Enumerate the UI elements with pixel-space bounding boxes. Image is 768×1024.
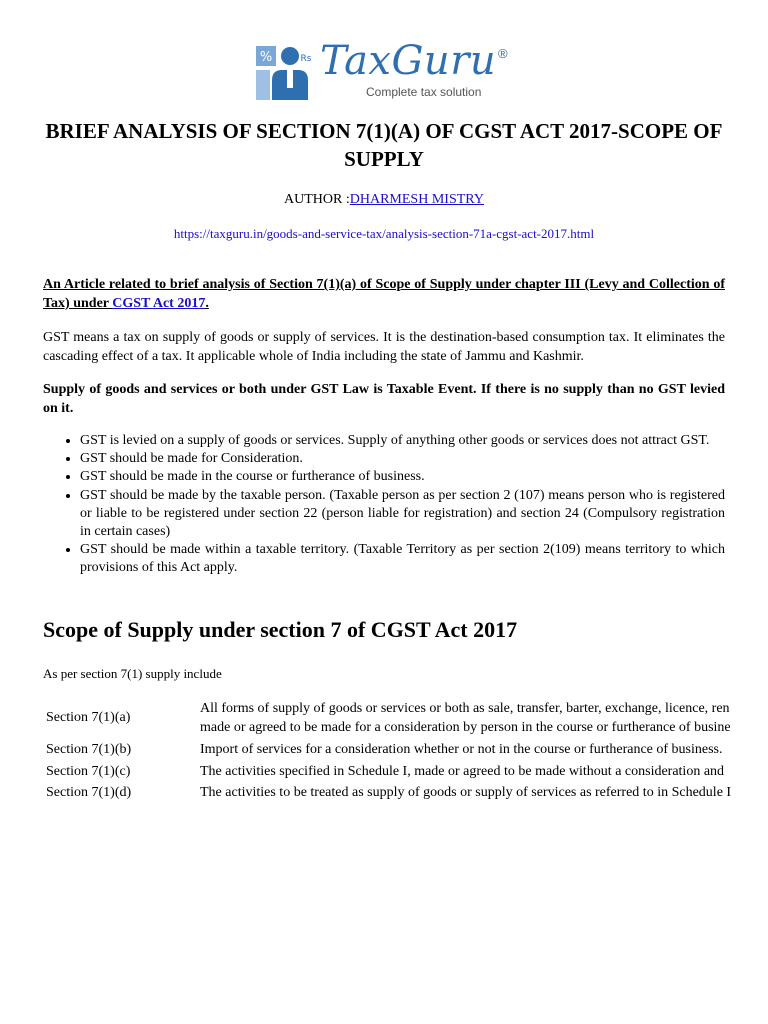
author-label: AUTHOR : xyxy=(284,192,350,207)
description-cell: Import of services for a consideration whether or not in the course or furtherance of business. xyxy=(200,742,723,757)
table-row xyxy=(46,763,768,782)
section-cell: Section 7(1)(b) xyxy=(46,742,132,757)
description-line: All forms of supply of goods or services or both as sale, transfer, barter, exchange, licence, ren xyxy=(200,701,730,716)
gst-conditions-list xyxy=(43,432,725,578)
author-line xyxy=(0,192,768,208)
cgst-act-link[interactable]: CGST Act 2017 xyxy=(112,296,206,311)
description-cell: The activities specified in Schedule I, made or agreed to be made without a consideration and xyxy=(200,763,725,779)
percent-symbol: % xyxy=(259,50,273,65)
list-item: • GST is levied on a supply of goods or services. Supply of anything other goods or services does not attract GST. xyxy=(80,432,725,450)
intro-end: . xyxy=(205,296,209,311)
list-item: • GST should be made within a taxable territory. (Taxable Territory as per section 2(109) means territory to which provisions of this Act apply. xyxy=(80,541,725,577)
list-item: • GST should be made for Consideration. xyxy=(80,450,725,468)
section-cell: Section 7(1)(d) xyxy=(46,785,132,800)
table-row xyxy=(46,784,768,803)
list-item: • GST should be made by the taxable person. (Taxable person as per section 2 (107) means person who is registered or liable to be registered under section 22 (person liable for registration) and section 24 (Compulsory registration in certain cases) xyxy=(80,487,725,542)
description-cell: The activities to be treated as supply of goods or supply of services as referred to in Schedule I xyxy=(200,785,732,800)
table-row xyxy=(46,700,768,737)
taxable-event-paragraph: Supply of goods and services or both under GST Law is Taxable Event. If there is no supply than no GST levied on it. xyxy=(43,382,725,416)
list-item: • GST should be made in the course or furtherance of business. xyxy=(80,468,725,486)
table-row xyxy=(46,741,768,760)
section-heading: Scope of Supply under section 7 of CGST Act 2017 xyxy=(43,617,518,642)
rupee-symbol: Rs xyxy=(300,54,312,64)
author-link[interactable]: DHARMESH MISTRY xyxy=(349,192,484,207)
section-cell: Section 7(1)(c) xyxy=(46,763,131,779)
taxguru-logo xyxy=(256,38,518,102)
intro-paragraph xyxy=(43,275,725,313)
description-line: made or agreed to be made for a consideration by person in the course or furtherance of busine xyxy=(200,719,731,735)
intro-text: An Article related to brief analysis of Section 7(1)(a) of Scope of Supply under chapter III (Levy and Collection of Tax) under xyxy=(43,277,725,311)
article-url[interactable]: https://taxguru.in/goods-and-service-tax/analysis-section-71a-cgst-act-2017.html xyxy=(173,226,595,241)
taxguru-logo-icon xyxy=(256,44,312,100)
logo-tagline: Complete tax solution xyxy=(366,85,482,99)
description-cell xyxy=(200,700,731,737)
section-cell: Section 7(1)(a) xyxy=(46,710,131,725)
page-title: BRIEF ANALYSIS OF SECTION 7(1)(A) OF CGST ACT 2017-SCOPE OF SUPPLY xyxy=(45,119,723,171)
registered-mark: ® xyxy=(498,46,508,61)
gst-definition-paragraph: GST means a tax on supply of goods or supply of services. It is the destination-based consumption tax. It eliminates the cascading effect of a tax. It applicable whole of India including the state of Jammu and Kashmir. xyxy=(43,330,725,364)
as-per-text: As per section 7(1) supply include xyxy=(43,666,222,681)
supply-table xyxy=(46,700,768,806)
logo-brand-text: TaxGuru xyxy=(320,38,497,84)
